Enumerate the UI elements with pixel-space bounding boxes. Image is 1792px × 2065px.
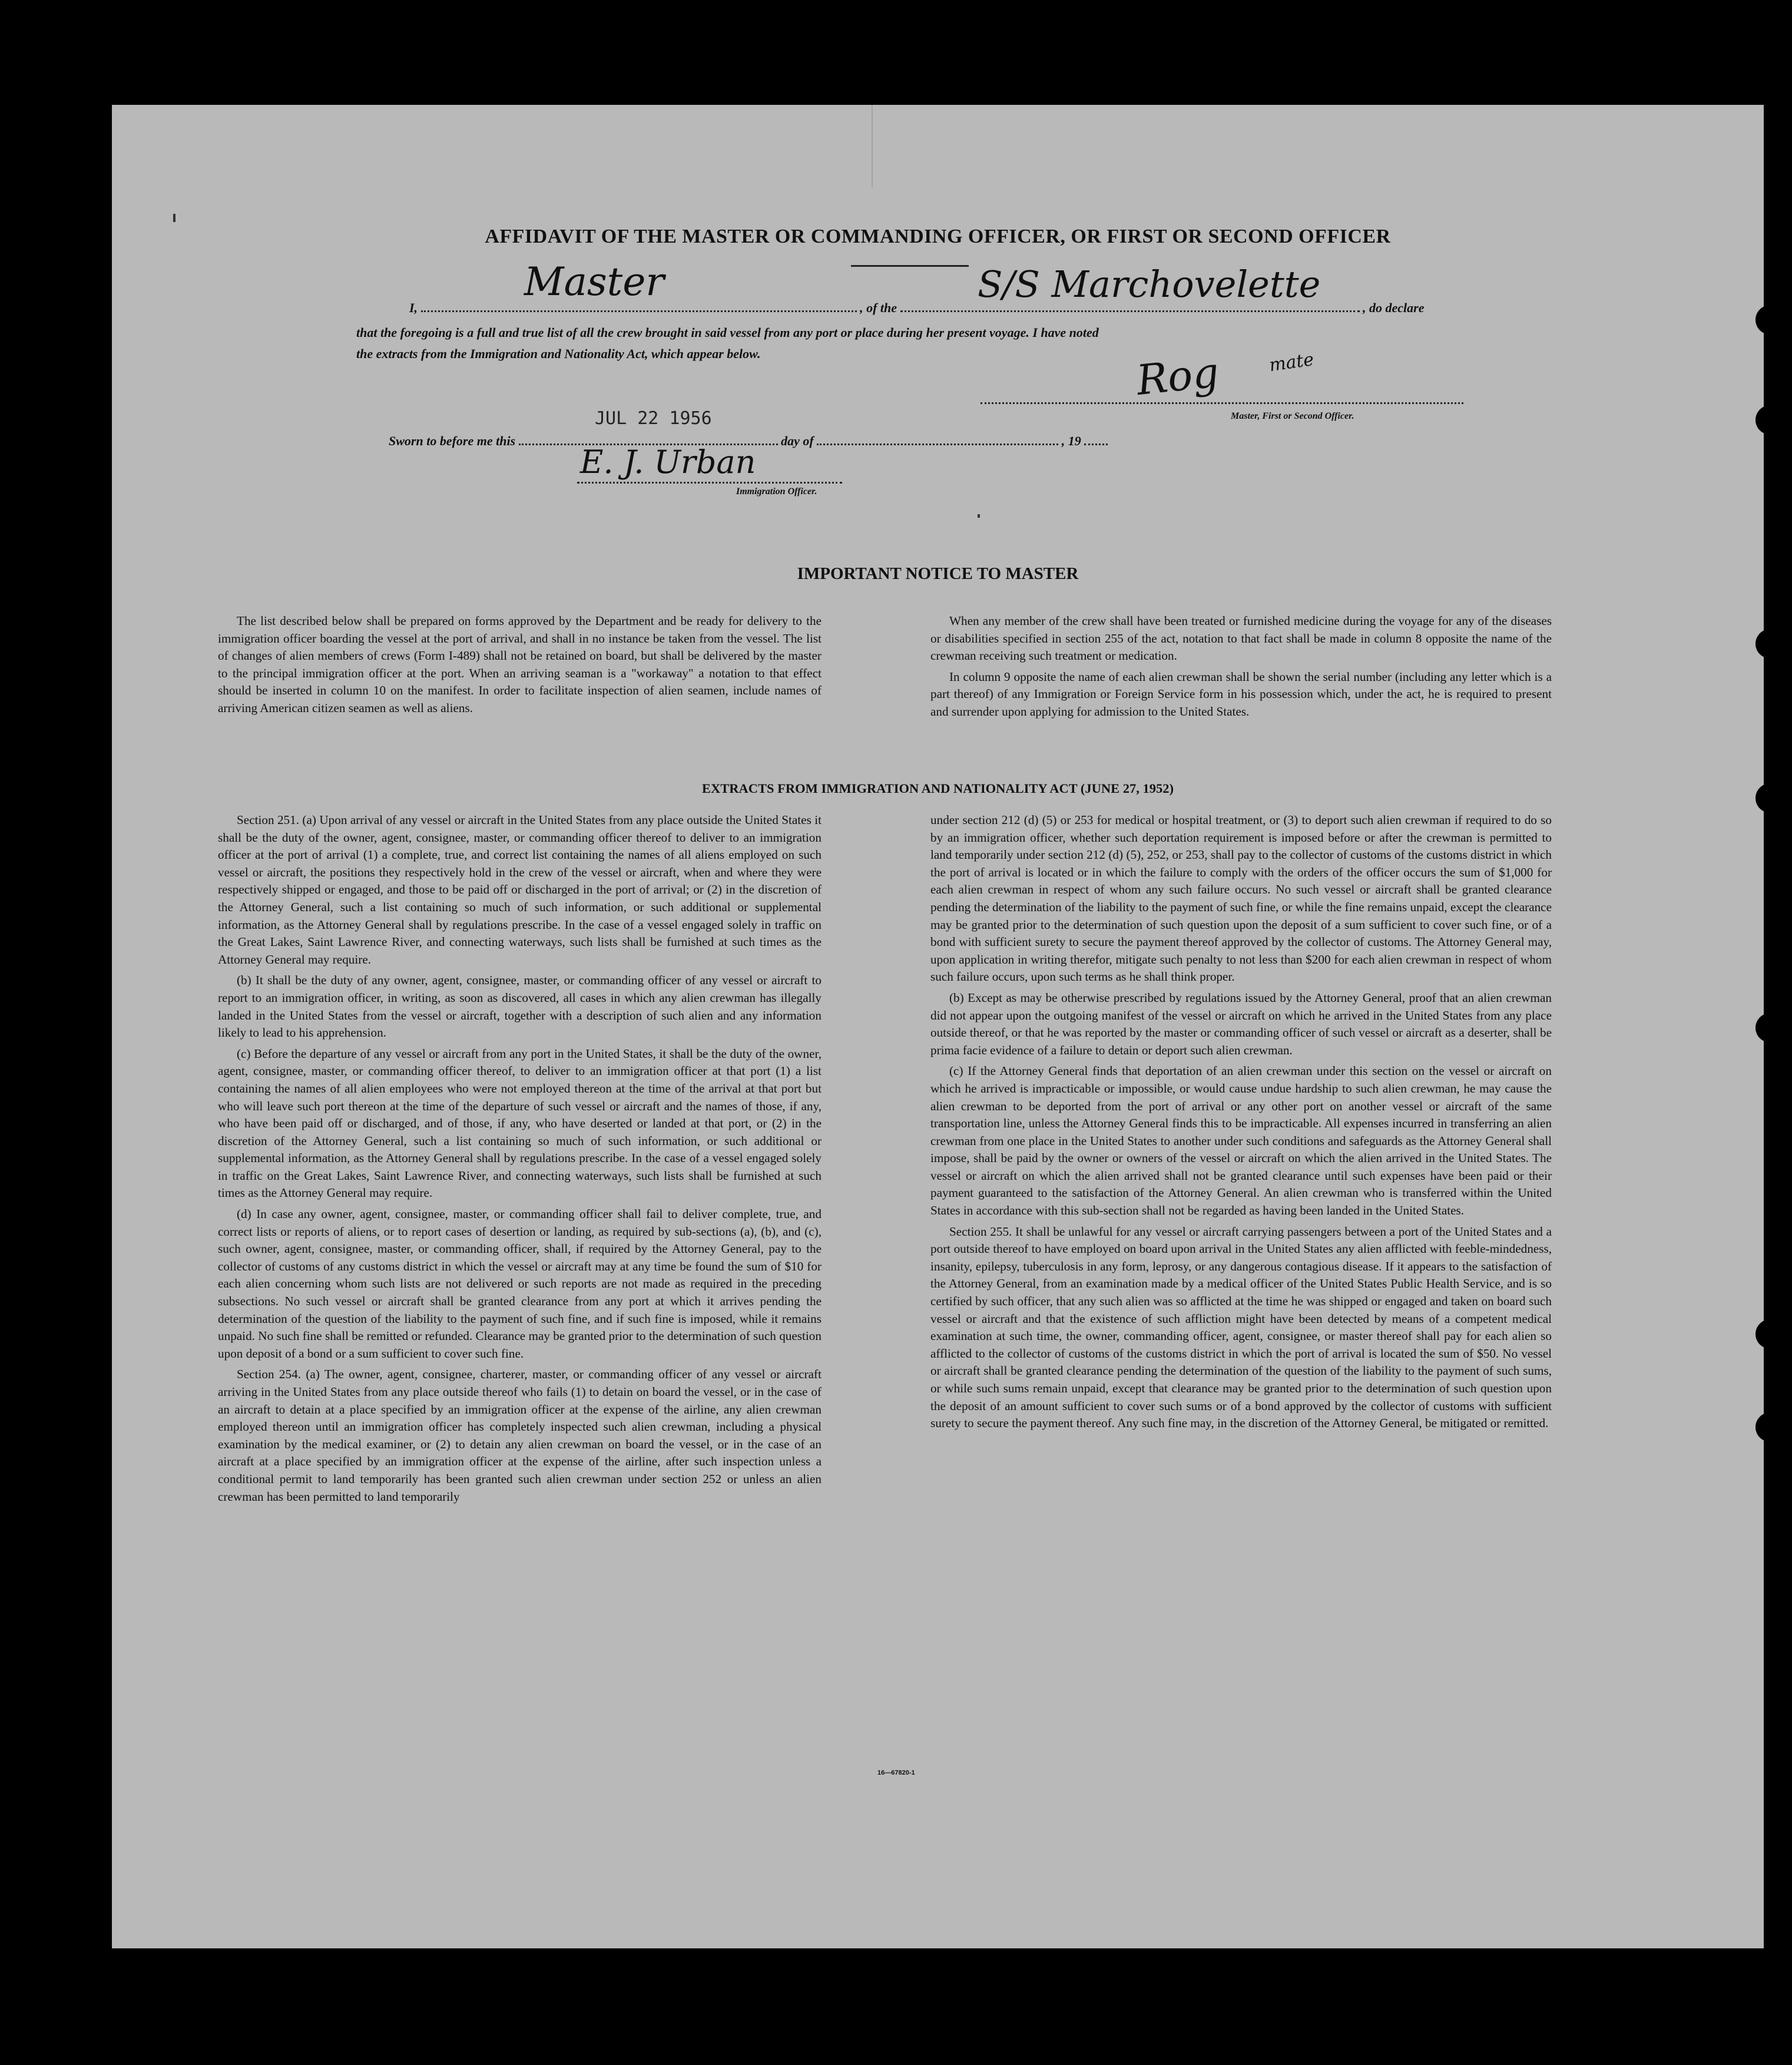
punch-hole (1755, 1319, 1785, 1349)
notice-right-paragraph: In column 9 opposite the name of each alien crewman shall be shown the serial number (including any letter which is a part thereof) of any Immigration or Foreign Service form in his possession which, under the act, he is required to present and surrender upon applying for admission to the United States. (930, 669, 1552, 719)
do-declare-label: , do declare (1363, 300, 1425, 315)
vessel-blank (900, 310, 1360, 312)
punch-hole (1755, 405, 1785, 435)
handwritten-vessel: S/S Marchovelette (978, 263, 1321, 306)
extract-paragraph: Section 255. It shall be unlawful for any vessel or aircraft carrying passengers between a port of the United States and a port outside thereof to have employed on board upon arrival in the United States any alien afflicted with feeble-mindedness, insanity, epilepsy, tuberculosis in any form, leprosy, or any dangerous contagious disease. If it appears to the satisfaction of the Attorney General, from an examination made by a medical officer of the United States Public Health Service, and is so certified by such officer, that any such alien was so afflicted at the time he was shipped or engaged and taken on board such vessel or aircraft and that the existence of such affliction might have been detected by means of a competent medical examination at such time, the owner, commanding officer, agent, consignee, or master thereof shall pay for each alien so afflicted to the collector of customs of the customs district in which the port of arrival is located the sum of $50. No vessel or aircraft shall be granted clearance pending the determination of the question of the liability to the payment of such sums, or while such sums remain unpaid, except that clearance may be granted prior to the determination of such question upon the deposit of an amount sufficient to cover such sums or of a bond approved by the collector of customs with sufficient surety to secure the payment thereof. Any such fine may, in the discretion of the Attorney General, be mitigated or remitted. (930, 1224, 1552, 1431)
mate-annotation: mate (1267, 349, 1316, 376)
extracts-right-column (930, 812, 1552, 1436)
notice-right-paragraph: When any member of the crew shall have been treated or furnished medicine during the voyage for any of the diseases or disabilities specified in section 255 of the act, notation to that fact shall be made in column 8 opposite the name of the crewman receiving such treatment or medication. (930, 614, 1552, 663)
extracts-left-column (218, 812, 822, 1509)
punch-hole (1755, 629, 1785, 658)
master-signature-line (981, 402, 1463, 404)
title-rule (851, 265, 969, 267)
sworn-label: Sworn to before me this (389, 433, 516, 448)
declaration-line-2: the extracts from the Immigration and Nationality Act, which appear below. (356, 346, 761, 361)
extract-paragraph: under section 212 (d) (5) or 253 for medical or hospital treatment, or (3) to deport such alien crewman if required to do so by an immigration officer, whether such deportation requirement is imposed before or after the crewman is permitted to land temporarily under section 212 (d) (5), 252, or 253, shall pay to the collector of customs of the customs district in which the port of arrival is located or in which the failure to comply with the orders of the officer occurs the sum of $1,000 for each alien crewman in respect of whom any such failure occurs. No such vessel or aircraft shall be granted clearance pending the determination of the liability to the payment of such fine, or while the fine remains unpaid, except the clearance may be granted prior to the determination of such question upon the deposit of a sum sufficient to cover such fine, or of a bond with sufficient surety to secure the payment thereof approved by the collector of customs. The Attorney General may, upon application in writing therefor, mitigate such penalty to not less than $200 for each alien crewman in respect of whom such failure occurs, upon such terms as he shall think proper. (930, 813, 1552, 984)
declaration-line-1: that the foregoing is a full and true list of all the crew brought in said vessel from any port or place during her present voyage. I have noted (356, 325, 1099, 340)
officer-caption: Immigration Officer. (736, 487, 817, 497)
fold-line (872, 105, 873, 187)
affidavit-title: AFFIDAVIT OF THE MASTER OR COMMANDING OFFICER, OR FIRST OR SECOND OFFICER (485, 226, 1391, 247)
date-stamp: JUL 22 1956 (595, 408, 712, 429)
officer-signature: E. J. Urban (580, 444, 756, 481)
handwritten-name: Master (524, 259, 664, 305)
punch-hole (1755, 1412, 1785, 1442)
notice-left-column (218, 613, 822, 721)
notice-left-paragraph: The list described below shall be prepared on forms approved by the Department and be ready for delivery to the immigration officer boarding the vessel at the port of arrival, and shall in no instance be taken from the vessel. The list of changes of alien members of crews (Form I-489) shall not be retained on board, but shall be delivered by the master to the principal immigration officer at the port. When an arriving seaman is a "workaway" a notation to that effect should be inserted in column 10 on the manifest. In order to facilitate inspection of alien seamen, include names of arriving American citizen seamen as well as aliens. (218, 614, 822, 715)
notice-title: IMPORTANT NOTICE TO MASTER (797, 564, 1079, 583)
extract-paragraph: (b) Except as may be otherwise prescribed by regulations issued by the Attorney General, proof that an alien crewman did not appear upon the outgoing manifest of the vessel or aircraft on which he arrived in the United States from any place outside thereof, or that he was reported by the master or commanding officer of such vessel or aircraft as a deserter, shall be prima facie evidence of a failure to detain or deport such alien crewman. (930, 990, 1552, 1057)
extract-paragraph: Section 251. (a) Upon arrival of any vessel or aircraft in the United States from any place outside the United States it shall be the duty of the owner, agent, consignee, master, or commanding officer thereof to deliver to an immigration officer at the port of arrival (1) a complete, true, and correct list containing the names of all aliens employed on such vessel or aircraft, the positions they respectively hold in the crew of the vessel or aircraft, when and where they were respectively shipped or engaged, and those to be paid off or discharged in the port of arrival; or (2) in the discretion of the Attorney General, such a list containing so much of such information, or such additional or supplemental information, as the Attorney General shall by regulations prescribe. In the case of a vessel engaged solely in traffic on the Great Lakes, Saint Lawrence River, and connecting waterways, such lists shall be furnished at such times as the Attorney General may require. (218, 813, 822, 967)
margin-mark (173, 214, 175, 222)
of-the-label: , of the (860, 300, 897, 315)
form-number: 16—67820-1 (877, 1769, 915, 1776)
master-signature: Rog (1134, 348, 1221, 405)
extract-paragraph: (d) In case any owner, agent, consignee, master, or commanding officer shall fail to deliver complete, true, and correct lists or reports of aliens, or to report cases of desertion or landing, as required by sub-sections (a), (b), and (c), such owner, agent, consignee, master, or commanding officer, shall, if required by the Attorney General, pay to the collector of customs of any customs district in which the vessel or aircraft may at any time be found the sum of $10 for each alien concerning whom such lists are not delivered or such reports are not made as required in the preceding subsections. No such vessel or aircraft shall be granted clearance from any port at which it arrives pending the determination of the question of the liability to the payment of such fine, and if such fine is imposed, while it remains unpaid. No such fine shall be remitted or refunded. Clearance may be granted prior to the determination of such question upon deposit of a bond or a sum sufficient to cover such fine. (218, 1207, 822, 1361)
extracts-title: EXTRACTS FROM IMMIGRATION AND NATIONALITY ACT (JUNE 27, 1952) (701, 781, 1174, 796)
document-page (112, 105, 1764, 1948)
notice-right-column (930, 613, 1552, 724)
name-blank (421, 310, 857, 312)
year-label: , 19 (1061, 433, 1081, 448)
year-blank (1084, 444, 1108, 445)
master-caption: Master, First or Second Officer. (1231, 411, 1354, 421)
extract-paragraph: (b) It shall be the duty of any owner, agent, consignee, master, or commanding officer of any vessel or aircraft to report to an immigration officer, in writing, as soon as discovered, all cases in which any alien crewman has illegally landed in the United States from the vessel or aircraft, together with a description of such alien and any information likely to lead to his apprehension. (218, 973, 822, 1040)
punch-hole (1755, 1013, 1785, 1043)
extract-paragraph: (c) If the Attorney General finds that deportation of an alien crewman under this section on the vessel or aircraft on which he arrived is impracticable or impossible, or would cause undue hardship to such alien crewman, he may cause the alien crewman to be deported from the port of arrival or any other port on another vessel or aircraft of the same transportation line, unless the Attorney General finds this to be impracticable. All expenses incurred in transferring an alien crewman from one place in the United States to another under such conditions and safeguards as the Attorney General shall impose, shall be paid by the owner or owners of the vessel or aircraft on which the alien arrived in the United States. The vessel or aircraft on which the alien arrived shall not be granted clearance until such expenses have been paid or their payment guaranteed to the satisfaction of the Attorney General. An alien crewman who is transferred within the United States in accordance with this sub-section shall not be regarded as having been landed in the United States. (930, 1064, 1552, 1218)
lead-i: I, (409, 300, 418, 315)
officer-signature-line (577, 482, 842, 484)
month-blank (817, 444, 1058, 445)
punch-hole (1755, 305, 1785, 335)
extract-paragraph: Section 254. (a) The owner, agent, consignee, charterer, master, or commanding officer of any vessel or aircraft arriving in the United States from any place outside thereof who fails (1) to detain on board the vessel, or in the case of an aircraft to detain at a place specified by an immigration officer at the expense of the airline, any alien crewman employed thereon until an immigration officer has completely inspected such alien crewman, including a physical examination by the medical examiner, or (2) to detain any alien crewman on board the vessel, or in the case of an aircraft at a place specified by an immigration officer at the expense of the airline, after such inspection unless a conditional permit to land temporarily has been granted such alien crewman under section 252 or unless an alien crewman has been permitted to land temporarily (218, 1367, 822, 1504)
day-of-label: day of (781, 433, 814, 448)
margin-mark (978, 514, 980, 518)
extract-paragraph: (c) Before the departure of any vessel or aircraft from any port in the United States, it shall be the duty of the owner, agent, consignee, master, or commanding officer thereof, to deliver to an immigration officer at that port (1) a list containing the names of all alien employees who were not employed thereon at the time of the arrival at that port but who will leave such port thereon at the time of the departure of such vessel or aircraft and the names of those, if any, who have been paid off or discharged, and of those, if any, who have deserted or landed at that port, or (2) in the discretion of the Attorney General, such a list containing so much of such information, or such additional or supplemental information, as the Attorney General shall by regulations prescribe. In the case of a vessel engaged solely in traffic on the Great Lakes, Saint Lawrence River, and connecting waterways, such lists shall be furnished at such times as the Attorney General may require. (218, 1046, 822, 1200)
